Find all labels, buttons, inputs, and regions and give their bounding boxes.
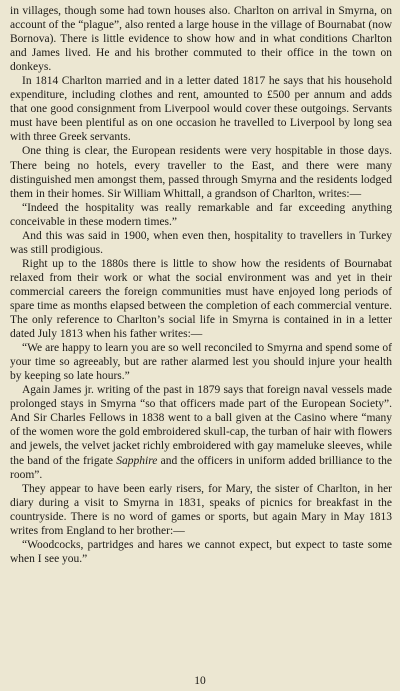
quotation: “Indeed the hospitality was really remarkable and far exceeding anything conceivable in these modern times.” xyxy=(10,201,392,228)
page-number: 10 xyxy=(194,675,206,687)
paragraph-text: Again James jr. writing of the past in 1879 says that foreign naval vessels made prolonged stays in Smyrna “so that officers made part of the European Society”. And Sir Charles Fellows in 1838 went to a ball given at the Casino where “many of the women wore the gold embroidered skull-cap, the turban of hair with flowers and jewels, the velvet jacket richly embroidered with gay mameluke sleeves, while the band of the frigate xyxy=(10,384,392,467)
ship-name: Sapphire xyxy=(116,454,158,467)
paragraph: One thing is clear, the European residents were very hospitable in those days. There being no hotels, every traveller to the East, and there were many distinguished men amongst them, passed through Smyrna and the residents lodged them in their homes. Sir William Whittall, a grandson of Charlton, writes:— xyxy=(10,145,392,200)
paragraph: In 1814 Charlton married and in a letter dated 1817 he says that his household expenditure, including clothes and rent, amounted to £500 per annum and adds that one good consignment from Liverpool would cover these outgoings. Servants must have been plentiful as on one occasion he travelled to Liverpool by long sea with three Greek servants. xyxy=(10,75,392,144)
quotation: “Woodcocks, partridges and hares we cannot expect, but expect to taste some when I see you.” xyxy=(10,538,392,565)
paragraph: And this was said in 1900, when even then, hospitality to travellers in Turkey was still prodigious. xyxy=(10,229,392,256)
quotation: “We are happy to learn you are so well reconciled to Smyrna and spend some of your time so agreeably, but are rather alarmed lest you should injure your health by keeping so late hours.” xyxy=(10,342,392,383)
paragraph: in villages, though some had town houses also. Charlton on arrival in Smyrna, on account of the “plague”, also rented a large house in the village of Bournabat (now Bornova). There is little evidence to show how and in what conditions Charlton and James lived. He and his brother commuted to their office in the town on donkeys. xyxy=(10,5,392,74)
paragraph: Right up to the 1880s there is little to show how the residents of Bournabat relaxed from their work or what the social environment was and yet in their commercial careers the foreign communities must have enjoyed long periods of spare time as months elapsed between the completion of each commercial venture. The only reference to Charlton’s social life in Smyrna is contained in in a letter dated July 1813 when his father writes:— xyxy=(10,257,392,341)
paragraph: They appear to have been early risers, for Mary, the sister of Charlton, in her diary during a visit to Smyrna in 1831, speaks of picnics for breakfast in the countryside. There is no word of games or sports, but again Mary in May 1813 writes from England to her brother:— xyxy=(10,482,392,537)
paragraph xyxy=(10,383,392,481)
paragraph-text: and the officers in uniform added brilliance to the room”. xyxy=(10,454,392,481)
